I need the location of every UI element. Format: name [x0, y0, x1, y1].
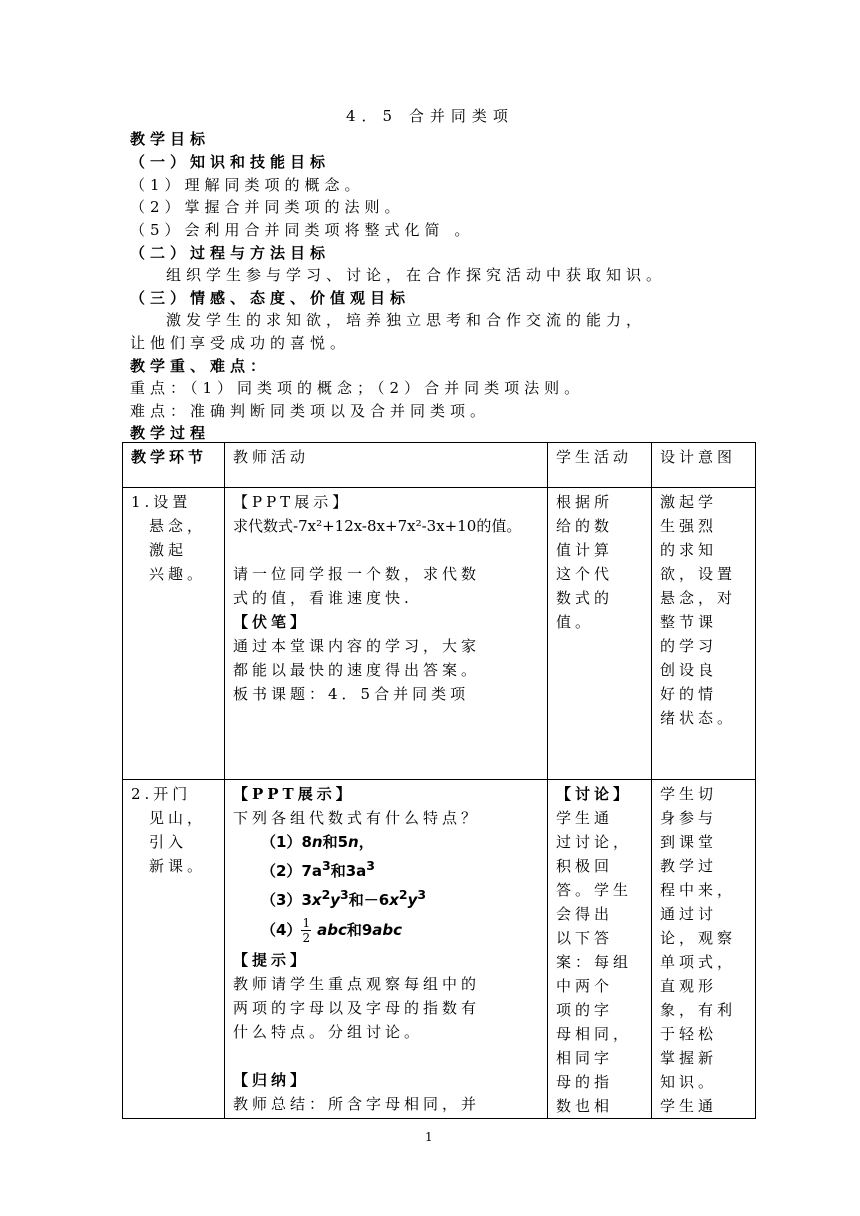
- heading-process: （二）过程与方法目标: [130, 244, 331, 262]
- table-header-row: [123, 443, 756, 488]
- header-student: 学生活动: [548, 443, 652, 488]
- heading-procedure: 教学过程: [130, 424, 211, 442]
- header-teacher: 教师活动: [225, 443, 548, 488]
- knowledge-item: （1）理解同类项的概念。: [130, 176, 365, 194]
- row2-teacher: 【PPT展示】 下列各组代数式有什么特点？ （1）8n和5n， $(2)7a^3$和$3a^3$ $(3)3x^2y^3$和$-6x^2y^3$ （4） $\frac{1}{2}$ abc和9abc 【提示】 教师请学生重点观察每组中的 两项的字母以及字母的指数有 什么特点。分组讨论。 【归纳】 教师总结：所含字母相同，并: [225, 780, 548, 1119]
- row1-intent: 激起学 生强烈 的求知 欲，设置 悬念，对 整节课 的学习 创设良 好的情 绪状态。: [652, 488, 756, 780]
- knowledge-item: （5）会利用合并同类项将整式化简 。: [130, 221, 475, 239]
- emotion-text: 激发学生的求知欲，培养独立思考和合作交流的能力，: [166, 311, 647, 329]
- key-point: 重点：（1）同类项的概念；（2）合并同类项法则。: [130, 379, 585, 397]
- expr-2: $(2)7a^3$和$3a^3$: [261, 858, 375, 880]
- heading-emotion: （三）情感、态度、价值观目标: [130, 289, 411, 307]
- heading-keypoints: 教学重、难点：: [130, 357, 271, 375]
- difficult-point: 难点：准确判断同类项以及合并同类项。: [130, 402, 491, 420]
- expr-3: $(3)3x^2y^3$和$-6x^2y^3$: [261, 887, 427, 909]
- table-row: [123, 488, 756, 780]
- row1-teacher: 【PPT展示】 求代数式-7x²+12x-8x+7x²-3x+10的值。 请一位同学报一个数，求代数 式的值，看谁速度快. 【伏笔】 通过本堂课内容的学习，大家 都能以最快的速度得出答案。 板书课题：4．5合并同类项: [225, 488, 548, 780]
- fraction: $\frac{1}{2}$: [302, 916, 311, 945]
- row1-stage: 1.设置 悬念， 激起 兴趣。: [123, 488, 225, 780]
- emotion-text: 让他们享受成功的喜悦。: [130, 334, 351, 352]
- knowledge-item: （2）掌握合并同类项的法则。: [130, 198, 405, 216]
- page-number: 1: [425, 1130, 433, 1144]
- row2-intent: 学生切 身参与 到课堂 教学过 程中来， 通过讨 论，观察 单项式， 直观形 象，有利 于轻松 掌握新 知识。 学生通: [652, 780, 756, 1119]
- row1-student: 根据所 给的数 值计算 这个代 数式的 值。: [548, 488, 652, 780]
- row2-student: 【讨论】 学生通 过讨论， 积极回 答。学生 会得出 以下答 案：每组 中两个 项的字 母相同， 相同字 母的指 数也相: [548, 780, 652, 1119]
- lesson-table: [122, 442, 756, 1119]
- expr-1: （1）8n和5n，: [261, 833, 374, 851]
- process-text: 组织学生参与学习、讨论，在合作探究活动中获取知识。: [166, 266, 667, 284]
- table-row: [123, 780, 756, 1119]
- header-stage: 教学环节: [123, 443, 225, 488]
- heading-goals: 教学目标: [130, 130, 211, 148]
- row2-stage: 2.开门 见山， 引入 新课。: [123, 780, 225, 1119]
- header-intent: 设计意图: [652, 443, 756, 488]
- heading-knowledge: （一）知识和技能目标: [130, 153, 331, 171]
- expr-4: （4） $\frac{1}{2}$ abc和9abc: [261, 916, 403, 945]
- page-title: 4．5 合并同类项: [346, 107, 514, 125]
